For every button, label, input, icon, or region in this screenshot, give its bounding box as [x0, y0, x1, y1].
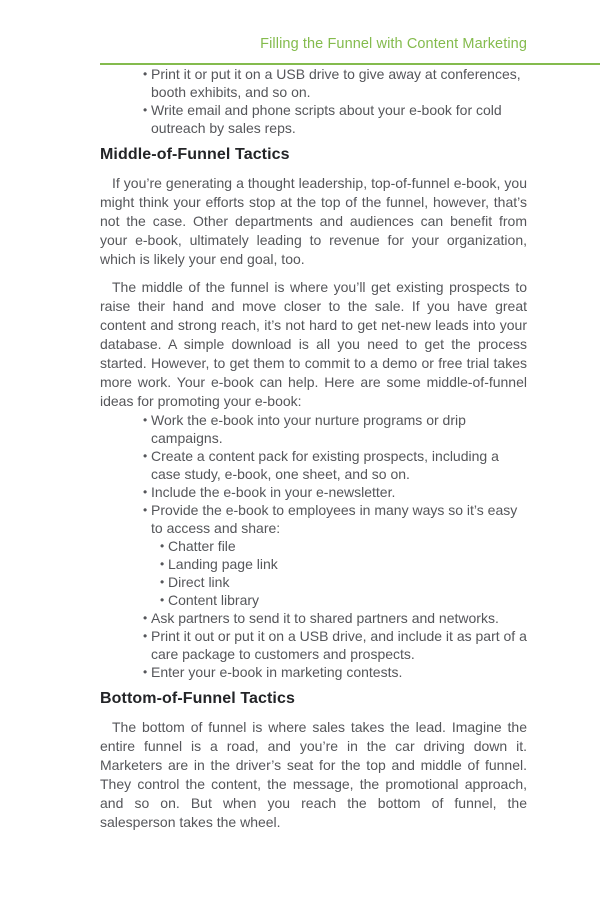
- running-header-title: Filling the Funnel with Content Marketing: [260, 36, 527, 52]
- content-area: [100, 65, 527, 832]
- list-item: • Print it or put it on a USB drive to give away at conferences, booth exhibits, and so on.: [100, 65, 527, 101]
- sub-bullet-list: [151, 537, 527, 609]
- list-item: • Create a content pack for existing prospects, including a case study, e-book, one sheet, and so on.: [100, 447, 527, 483]
- intro-bullet-list: [100, 65, 527, 137]
- list-item: • Enter your e-book in marketing contests.: [100, 663, 527, 681]
- list-item: • Content library: [151, 591, 527, 609]
- paragraph: The bottom of funnel is where sales takes the lead. Imagine the entire funnel is a road, and you’re in the car driving down it. Marketers are in the driver’s seat for the top and middle of funnel. They control the content, the message, the promotional approach, and so on. But when you reach the bottom of funnel, the salesperson takes the wheel.: [100, 719, 527, 830]
- list-item: • Write email and phone scripts about your e-book for cold outreach by sales reps.: [100, 101, 527, 137]
- list-item: • Work the e-book into your nurture programs or drip campaigns.: [100, 411, 527, 447]
- section-heading-middle-of-funnel: Middle-of-Funnel Tactics: [100, 146, 290, 163]
- bullet-text: Provide the e-book to employees in many ways so it’s easy to access and share:: [151, 502, 518, 536]
- list-item: • Print it out or put it on a USB drive, and include it as part of a care package to customers and prospects.: [100, 627, 527, 663]
- paragraph: If you’re generating a thought leadership, top-of-funnel e-book, you might think your efforts stop at the top of the funnel, however, that’s not the case. Other departments and audiences can benefit from your e-book, ultimately leading to revenue for your organization, which is likely your end goal, too.: [100, 175, 527, 267]
- list-item: • Direct link: [151, 573, 527, 591]
- list-item: • Ask partners to send it to shared partners and networks.: [100, 609, 527, 627]
- list-item: • Chatter file: [151, 537, 527, 555]
- running-header: [100, 0, 600, 65]
- list-item: [100, 501, 527, 609]
- list-item: • Landing page link: [151, 555, 527, 573]
- section-heading-bottom-of-funnel: Bottom-of-Funnel Tactics: [100, 690, 295, 707]
- list-item: • Include the e-book in your e-newsletter.: [100, 483, 527, 501]
- paragraph: The middle of the funnel is where you’ll get existing prospects to raise their hand and move closer to the sale. If you have great content and strong reach, it’s not hard to get net-new leads into your database. A simple download is all you need to get the process started. However, to get them to commit to a demo or free trial takes more work. Your e-book can help. Here are some middle-of-funnel ideas for promoting your e-book:: [100, 279, 527, 409]
- middle-funnel-bullet-list: [100, 411, 527, 681]
